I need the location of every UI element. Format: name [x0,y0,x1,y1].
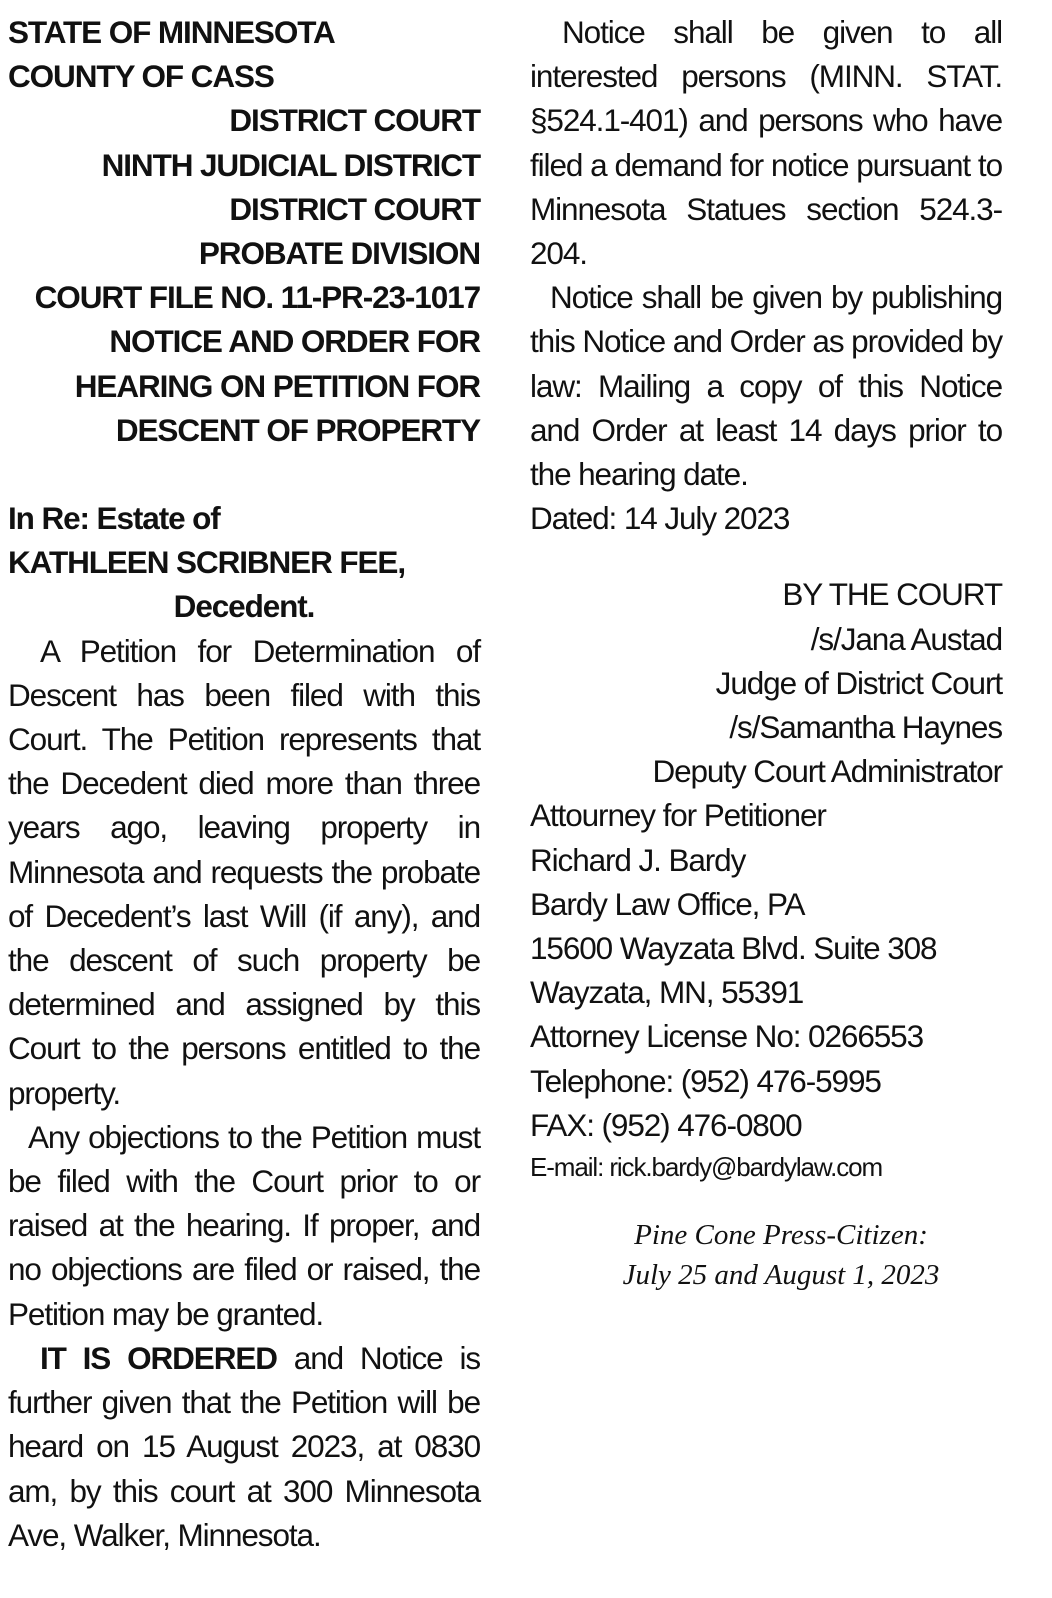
attorney-telephone: Telephone: (952) 476-5995 [530,1062,881,1099]
deputy-title: Deputy Court Administrator [652,753,1002,790]
caption-division: PROBATE DIVISION [198,235,480,272]
attorney-email: E-mail: rick.bardy@bardylaw.com [530,1152,883,1183]
decedent-label: Decedent. [173,588,315,625]
objections-paragraph: Any objections to the Petition must be filed with the Court prior to or raised at the hearing. If proper, and no objections are filed or raised, the Petition may be granted. [8,1118,480,1332]
attorney-license: Attorney License No: 0266553 [530,1018,923,1055]
attorney-fax: FAX: (952) 476-0800 [530,1106,802,1143]
notice-title-line-1: NOTICE AND ORDER FOR [109,323,480,360]
attorney-label: Attourney for Petitioner [530,797,826,834]
court-file-number: COURT FILE NO. 11-PR-23-1017 [34,279,480,316]
judge-signature: /s/Jana Austad [810,620,1002,657]
attorney-address-1: 15600 Wayzata Blvd. Suite 308 [530,930,937,967]
caption-district: NINTH JUDICIAL DISTRICT [101,146,480,183]
attorney-name: Richard J. Bardy [530,841,746,878]
dated-line: Dated: 14 July 2023 [530,500,790,537]
notice-title-line-3: DESCENT OF PROPERTY [115,411,480,448]
decedent-name: KATHLEEN SCRIBNER FEE, [8,544,405,581]
order-paragraph [8,1336,480,1557]
judge-title: Judge of District Court [715,664,1002,701]
publication-dates: July 25 and August 1, 2023 [622,1259,940,1292]
right-column [530,10,1002,1295]
spacer [530,540,1002,572]
publishing-paragraph: Notice shall be given by publishing this Notice and Order as provided by law: Mailing a copy of this Notice and Order at least 14 days prior to the hearing date. [530,279,1002,493]
attorney-address-2: Wayzata, MN, 55391 [530,974,804,1011]
publication-paper: Pine Cone Press-Citizen: [634,1219,928,1252]
caption-county: COUNTY OF CASS [8,58,274,95]
notice-paragraph: Notice shall be given to all interested persons (MINN. STAT. §524.1-401) and persons who have filed a demand for notice pursuant to Minnesota Statues section 524.3-204. [530,14,1002,272]
petition-paragraph: A Petition for Determination of Descent has been filed with this Court. The Petition represents that the Decedent died more than three years ago, leaving property in Minnesota and requests the probate of Decedent’s last Will (if any), and the descent of such property be determined and assigned by this Court to the persons entitled to the property. [8,632,480,1111]
order-lead: IT IS ORDERED [40,1339,277,1376]
attorney-firm: Bardy Law Office, PA [530,885,805,922]
spacer [8,452,480,496]
left-column [8,10,480,1557]
caption-court-repeat: DISTRICT COURT [229,190,480,227]
caption-state: STATE OF MINNESOTA [8,14,335,50]
in-re-line: In Re: Estate of [8,500,220,537]
caption-court: DISTRICT COURT [229,102,480,139]
deputy-signature: /s/Samantha Haynes [729,709,1002,746]
order-text: and Notice is further given that the Petition will be heard on 15 August 2023, at 0830 am, by this court at 300 Minnesota Ave, Walker, Minnesota. [8,1339,480,1553]
spacer [530,1187,1002,1215]
notice-title-line-2: HEARING ON PETITION FOR [74,367,480,404]
by-the-court: BY THE COURT [782,576,1002,613]
